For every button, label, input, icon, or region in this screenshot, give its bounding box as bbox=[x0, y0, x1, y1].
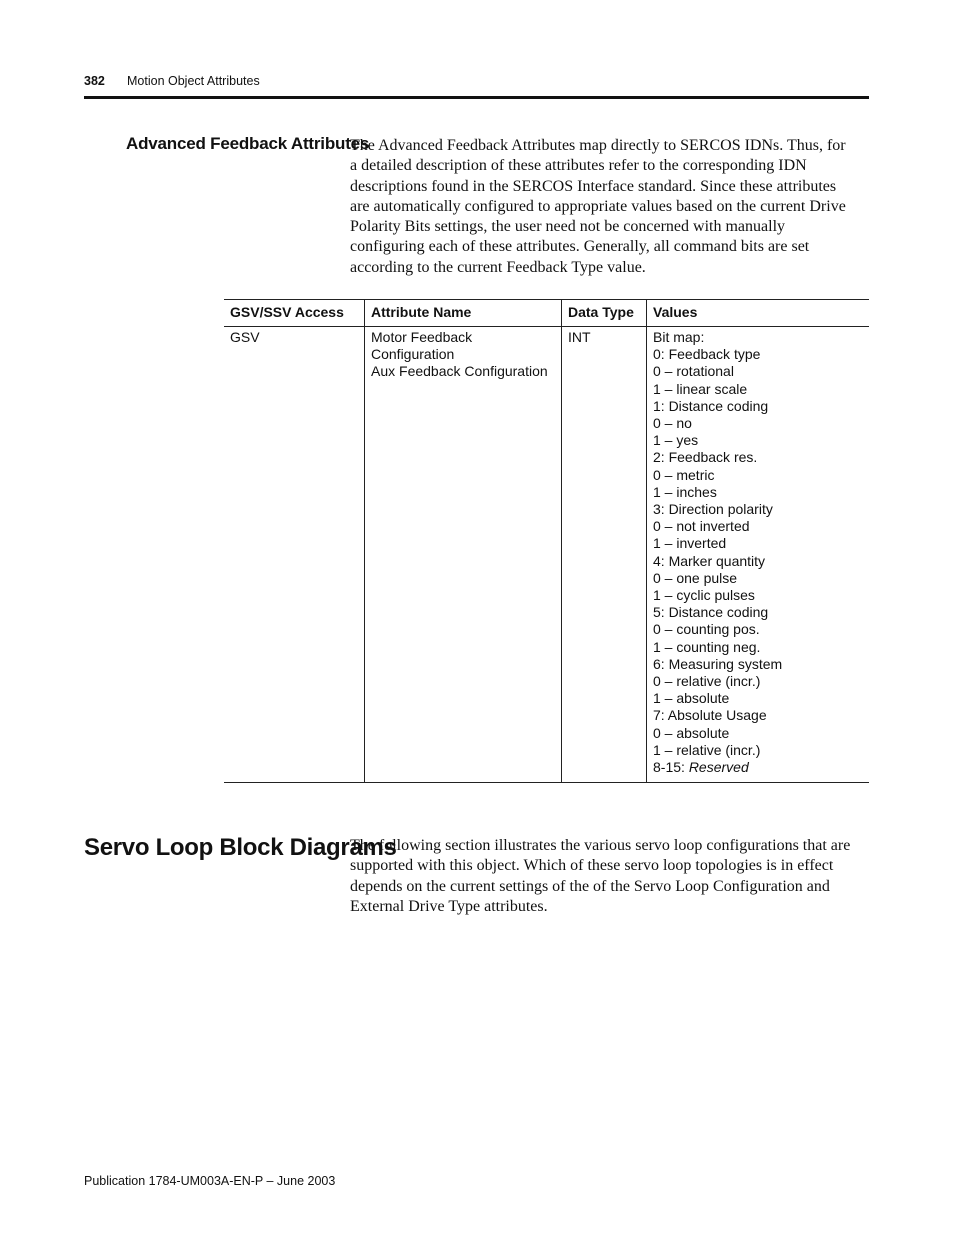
cell-values bbox=[647, 327, 870, 783]
paragraph-line: configuring each of these attributes. Generally, all command bits are set bbox=[350, 238, 810, 256]
value-line: 1 – inches bbox=[653, 483, 717, 500]
value-line: 0 – relative (incr.) bbox=[653, 673, 761, 690]
value-line: 0 – no bbox=[653, 415, 692, 432]
paragraph-line: The Advanced Feedback Attributes map directly to SERCOS IDNs. Thus, for bbox=[350, 137, 846, 154]
value-line: 1 – cyclic pulses bbox=[653, 587, 755, 604]
value-line: 2: Feedback res. bbox=[653, 449, 758, 466]
cell-attribute-names bbox=[365, 327, 562, 783]
page-header bbox=[84, 72, 869, 98]
column-header-data-type: Data Type bbox=[562, 300, 647, 327]
section-paragraph-advanced-feedback bbox=[350, 136, 870, 278]
value-line: 1 – yes bbox=[653, 432, 699, 449]
reserved-prefix: 8-15: bbox=[653, 759, 689, 776]
section-paragraph-servo-loop bbox=[350, 836, 870, 917]
table-header-row bbox=[224, 300, 869, 327]
column-header-values: Values bbox=[647, 300, 870, 327]
value-line: 1 – inverted bbox=[653, 535, 727, 552]
paragraph-line: supported with this object. Which of these servo loop topologies is in effect bbox=[350, 857, 834, 875]
header-section-title: Motion Object Attributes bbox=[127, 74, 260, 88]
attribute-name: Motor Feedback Configuration bbox=[371, 329, 473, 363]
value-line: 4: Marker quantity bbox=[653, 552, 766, 569]
header-rule bbox=[84, 96, 869, 99]
cell-access: GSV bbox=[224, 327, 365, 783]
paragraph-line: a detailed description of these attributes refer to the corresponding IDN bbox=[350, 157, 807, 175]
table-row bbox=[224, 327, 869, 783]
paragraph-line: depends on the current settings of the of the Servo Loop Configuration and bbox=[350, 877, 830, 895]
paragraph-line: Polarity Bits settings, the user need not be concerned with manually bbox=[350, 218, 786, 236]
value-line: Bit map: bbox=[653, 329, 705, 345]
paragraph-line: are automatically configured to appropriate values based on the current Drive bbox=[350, 197, 846, 215]
page-number: 382 bbox=[84, 74, 105, 88]
value-line: 0 – not inverted bbox=[653, 518, 750, 535]
reserved-label: Reserved bbox=[688, 759, 749, 776]
value-line: 0 – rotational bbox=[653, 363, 734, 380]
page-footer: Publication 1784-UM003A-EN-P – June 2003 bbox=[84, 1174, 336, 1188]
value-line: 1 – linear scale bbox=[653, 380, 748, 397]
column-header-access: GSV/SSV Access bbox=[224, 300, 365, 327]
value-line-reserved bbox=[653, 759, 863, 776]
value-line: 0 – absolute bbox=[653, 724, 730, 741]
value-line: 1 – counting neg. bbox=[653, 638, 761, 655]
section-heading-servo-loop: Servo Loop Block Diagrams bbox=[84, 834, 397, 861]
value-line: 0: Feedback type bbox=[653, 346, 761, 363]
value-line: 0 – metric bbox=[653, 466, 715, 483]
value-line: 3: Direction polarity bbox=[653, 501, 773, 518]
column-header-attribute-name: Attribute Name bbox=[365, 300, 562, 327]
value-line: 0 – counting pos. bbox=[653, 621, 760, 638]
value-line: 7: Absolute Usage bbox=[653, 707, 767, 724]
value-line: 0 – one pulse bbox=[653, 569, 738, 586]
cell-data-type: INT bbox=[562, 327, 647, 783]
attributes-table bbox=[224, 299, 869, 783]
value-line: 1: Distance coding bbox=[653, 397, 769, 414]
paragraph-line: The following section illustrates the various servo loop configurations that are bbox=[350, 837, 851, 854]
value-line: 5: Distance coding bbox=[653, 604, 769, 621]
paragraph-line: External Drive Type attributes. bbox=[350, 897, 548, 915]
value-line: 1 – relative (incr.) bbox=[653, 741, 761, 758]
value-line: 1 – absolute bbox=[653, 690, 730, 707]
value-line: 6: Measuring system bbox=[653, 655, 783, 672]
section-heading-advanced-feedback: Advanced Feedback Attributes bbox=[126, 134, 370, 153]
paragraph-line: according to the current Feedback Type value. bbox=[350, 258, 646, 276]
attribute-name: Aux Feedback Configuration bbox=[371, 363, 548, 380]
paragraph-line: descriptions found in the SERCOS Interface standard. Since these attributes bbox=[350, 177, 837, 195]
